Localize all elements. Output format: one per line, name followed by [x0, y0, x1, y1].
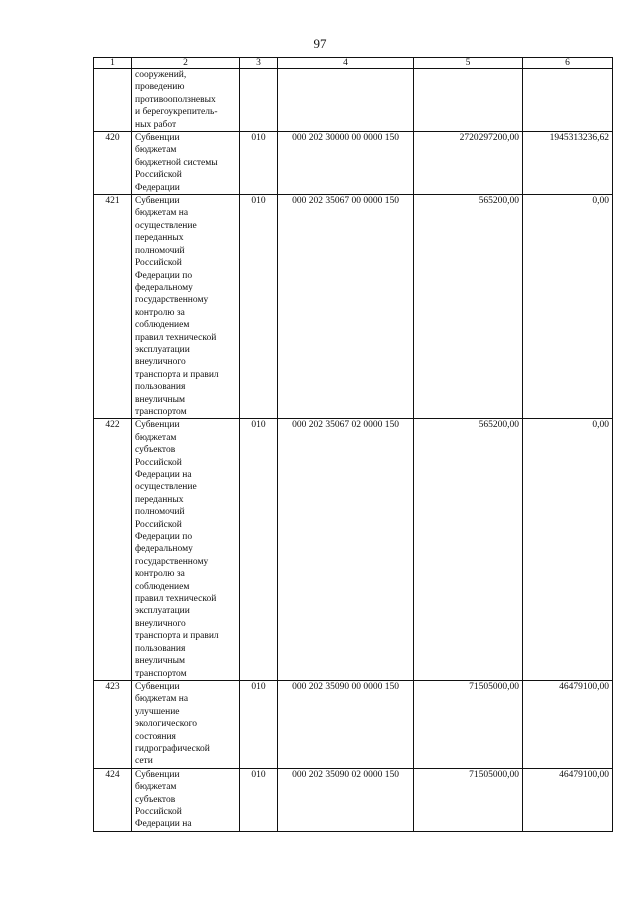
row-kbk-cell [278, 69, 414, 132]
column-header: 2 [132, 58, 240, 69]
row-name-cell: Субвенции бюджетам на осуществление переданных полномочий Российской Федерации по федеральному государственному контролю за соблюдением правил технической эксплуатации внеуличного транспорта и правил пользования внеуличным транспортом [132, 195, 240, 419]
row-kbk-cell: 000 202 35067 00 0000 150 [278, 195, 414, 419]
row-kbk-cell: 000 202 35067 02 0000 150 [278, 419, 414, 681]
row-number-cell: 424 [94, 768, 132, 831]
row-approved-amount-cell: 71505000,00 [414, 768, 523, 831]
row-code-cell: 010 [240, 768, 278, 831]
table-row [94, 69, 613, 132]
table-row [94, 419, 613, 681]
row-approved-amount-cell: 565200,00 [414, 419, 523, 681]
column-header: 1 [94, 58, 132, 69]
row-name-cell: сооружений, проведению противооползневых и берегоукрепитель- ных работ [132, 69, 240, 132]
table-row [94, 195, 613, 419]
column-header: 4 [278, 58, 414, 69]
row-code-cell [240, 69, 278, 132]
row-kbk-cell: 000 202 35090 00 0000 150 [278, 680, 414, 768]
row-kbk-cell: 000 202 30000 00 0000 150 [278, 132, 414, 195]
table-row [94, 768, 613, 831]
column-header: 3 [240, 58, 278, 69]
row-name-cell: Субвенции бюджетам на улучшение экологического состояния гидрографической сети [132, 680, 240, 768]
row-executed-amount-cell: 46479100,00 [523, 680, 613, 768]
row-approved-amount-cell: 71505000,00 [414, 680, 523, 768]
row-code-cell: 010 [240, 680, 278, 768]
row-number-cell [94, 69, 132, 132]
row-executed-amount-cell: 46479100,00 [523, 768, 613, 831]
row-code-cell: 010 [240, 132, 278, 195]
page-number: 97 [313, 36, 327, 51]
budget-table [93, 57, 613, 832]
table-header-row [94, 58, 613, 69]
row-number-cell: 421 [94, 195, 132, 419]
column-header: 6 [523, 58, 613, 69]
row-approved-amount-cell: 2720297200,00 [414, 132, 523, 195]
row-number-cell: 423 [94, 680, 132, 768]
row-number-cell: 422 [94, 419, 132, 681]
row-name-cell: Субвенции бюджетам субъектов Российской Федерации на [132, 768, 240, 831]
row-executed-amount-cell [523, 69, 613, 132]
row-name-cell: Субвенции бюджетам бюджетной системы Российской Федерации [132, 132, 240, 195]
row-code-cell: 010 [240, 195, 278, 419]
row-name-cell: Субвенции бюджетам субъектов Российской Федерации на осуществление переданных полномочий Российской Федерации по федеральному государственному контролю за соблюдением правил технической эксплуатации внеуличного транспорта и правил пользования внеуличным транспортом [132, 419, 240, 681]
row-approved-amount-cell: 565200,00 [414, 195, 523, 419]
row-executed-amount-cell: 1945313236,62 [523, 132, 613, 195]
row-approved-amount-cell [414, 69, 523, 132]
row-executed-amount-cell: 0,00 [523, 419, 613, 681]
row-kbk-cell: 000 202 35090 02 0000 150 [278, 768, 414, 831]
table-row [94, 132, 613, 195]
row-number-cell: 420 [94, 132, 132, 195]
row-code-cell: 010 [240, 419, 278, 681]
column-header: 5 [414, 58, 523, 69]
row-executed-amount-cell: 0,00 [523, 195, 613, 419]
table-row [94, 680, 613, 768]
